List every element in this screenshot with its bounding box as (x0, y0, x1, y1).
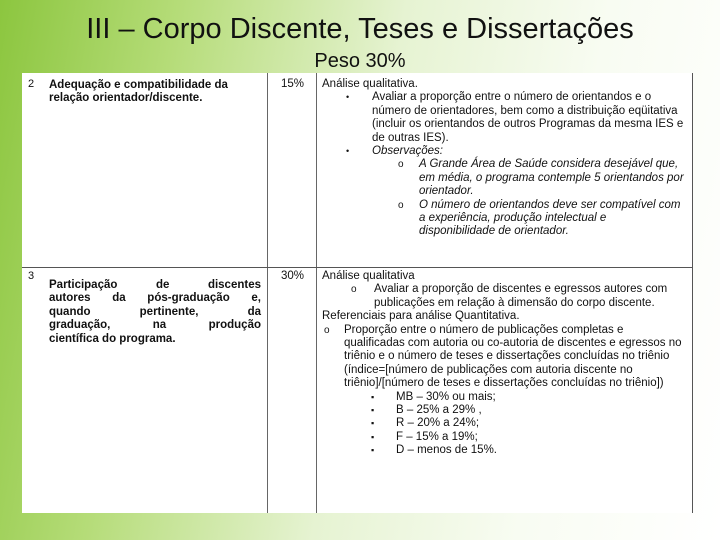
level-item (322, 404, 684, 417)
slide-title: III – Corpo Discente, Teses e Dissertações (86, 13, 634, 45)
criterion-line: quando pertinente, da (49, 305, 261, 318)
level-item (322, 444, 684, 457)
criterion-line: Participação de discentes (49, 279, 261, 291)
list-item (322, 199, 684, 239)
list-item-text: Proporção entre o número de publicações completas e qualificadas com autoria ou co-autoria de discentes e egressos no triênio e o número de teses e dissertações concluídas no triênio (índice=[número de publicações com autoria discente no triênio]/[número de teses e dissertações concluídas no triênio]) (344, 323, 682, 390)
circle-marker: o (398, 199, 404, 211)
level-item (322, 417, 684, 430)
criteria-table (22, 73, 693, 513)
circle-marker: o (398, 159, 404, 171)
list-item-text: A Grande Área de Saúde considera desejável que, em média, o programa contemple 5 orientandos por orientador. (419, 158, 684, 198)
circle-marker: o (351, 284, 357, 296)
analysis-heading: Análise qualitativa (322, 270, 415, 282)
level-text: B – 25% a 29% , (396, 404, 482, 417)
row-number: 3 (28, 270, 35, 282)
level-item (322, 431, 684, 444)
square-marker: ▪ (371, 405, 375, 416)
weight-value: 30% (281, 270, 305, 282)
circle-marker: o (324, 324, 330, 336)
analysis-heading: Análise qualitativa. (322, 78, 418, 90)
criterion-line: autores da pós-graduação e, (49, 292, 261, 305)
slide-subtitle: Peso 30% (314, 50, 406, 72)
row-divider (22, 267, 692, 268)
level-text: R – 20% a 24%; (396, 417, 480, 430)
list-item-text: O número de orientandos deve ser compatível com a experiência, produção intelectual e disponibilidade de orientador. (419, 198, 681, 238)
bullet-marker: • (346, 92, 350, 103)
evaluation-cell (322, 270, 684, 458)
row-number: 2 (28, 78, 35, 90)
list-item (322, 283, 684, 310)
criterion-line: graduação, na produção (49, 319, 261, 332)
observations-label: Observações: (372, 145, 443, 158)
criterion-text: Adequação e compatibilidade da relação orientador/discente. (49, 79, 228, 105)
level-item (322, 391, 684, 404)
criterion-line: científica do programa. (49, 332, 176, 345)
column-divider (267, 73, 268, 513)
bullet-marker: • (346, 146, 350, 157)
quantitative-heading: Referenciais para análise Quantitativa. (322, 310, 520, 323)
list-item (322, 145, 684, 158)
square-marker: ▪ (371, 445, 375, 456)
level-text: D – menos de 15%. (396, 444, 498, 457)
level-text: F – 15% a 19%; (396, 430, 478, 443)
weight-value: 15% (281, 78, 305, 90)
list-item (322, 324, 684, 391)
square-marker: ▪ (371, 418, 375, 429)
list-item (322, 158, 684, 198)
column-divider (316, 73, 317, 513)
list-item (322, 91, 684, 145)
square-marker: ▪ (371, 431, 375, 442)
evaluation-cell (322, 78, 684, 239)
list-item-text: Avaliar a proporção entre o número de orientandos e o número de orientadores, bem como a distribuição eqüitativa (incluir os orientandos de outros Programas da mesma IES e de outras IES). (372, 91, 684, 144)
square-marker: ▪ (371, 391, 375, 402)
list-item-text: Avaliar a proporção de discentes e egressos autores com publicações em relação à dimensão do corpo discente. (374, 283, 668, 309)
criterion-text (49, 279, 261, 346)
level-text: MB – 30% ou mais; (396, 390, 496, 403)
